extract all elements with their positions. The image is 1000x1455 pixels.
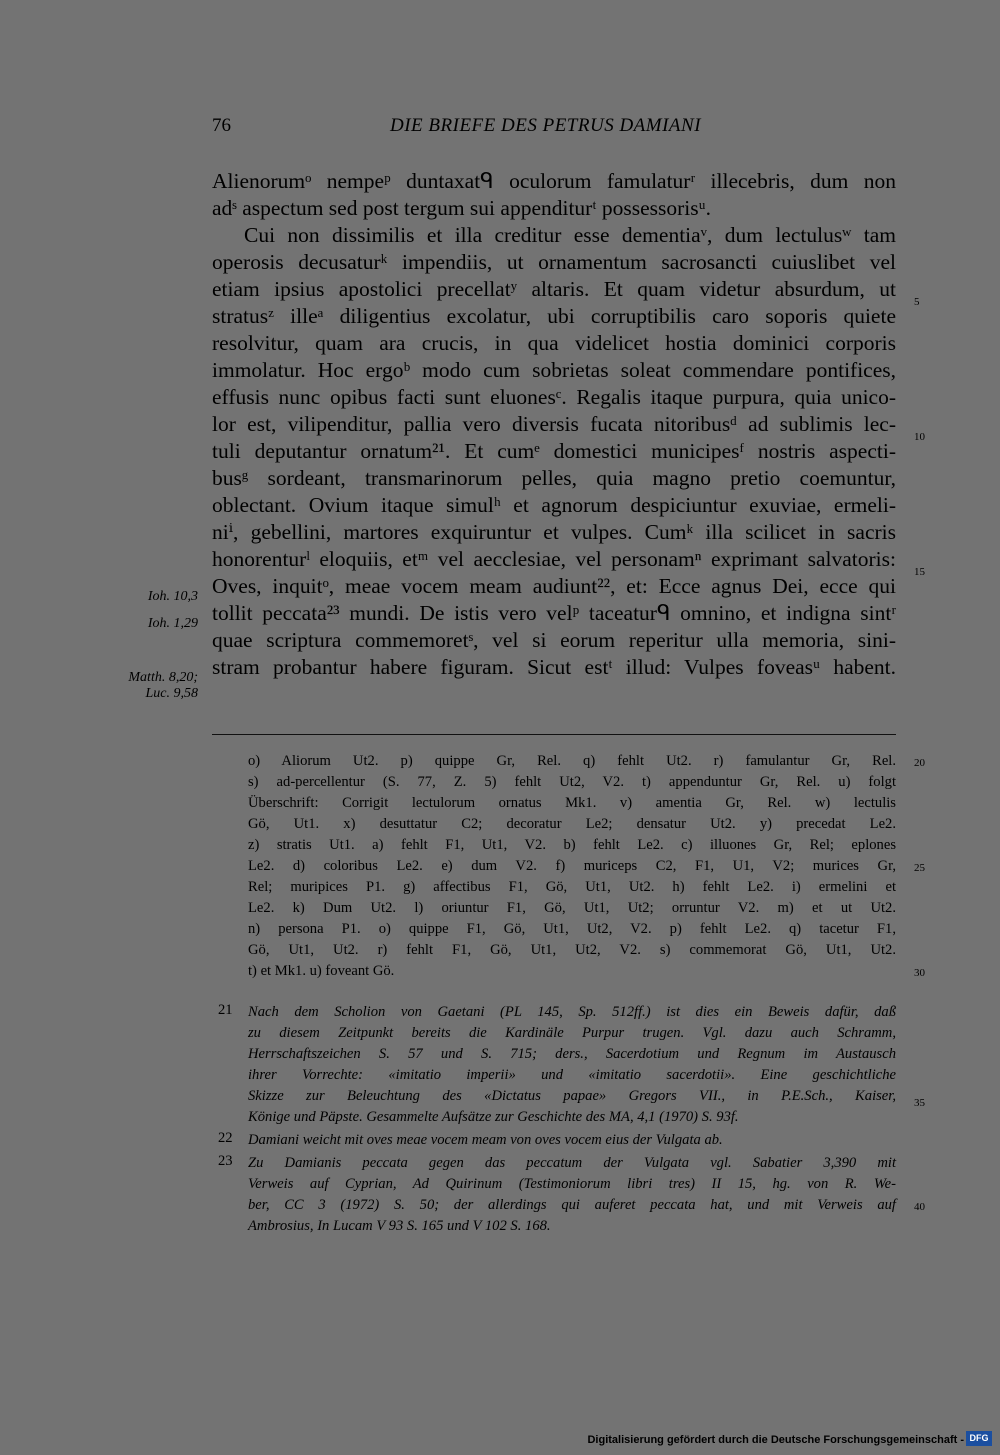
line-number: 5: [914, 296, 920, 308]
apparatus-line: z) stratis Ut1. a) fehlt F1, Ut1, V2. b) fehlt Le2. c) illuones Gr, Rel; eplones: [248, 837, 896, 853]
text-line: tollit peccata²³ mundi. De istis vero velᵖ taceaturᑫ omnino, et indigna sintʳ: [212, 601, 896, 625]
dfg-logo: DFG: [966, 1431, 992, 1446]
apparatus-line: Rel; muripices P1. g) affectibus F1, Gö, Ut1, Ut2. h) fehlt Le2. i) ermelini et: [248, 879, 896, 895]
margin-reference: Matth. 8,20;: [128, 670, 198, 685]
apparatus-line: s) ad-percellentur (S. 77, Z. 5) fehlt Ut2, V2. t) appenduntur Gr, Rel. u) folgt: [248, 774, 896, 790]
footnote-line: Nach dem Scholion von Gaetani (PL 145, Sp. 512ff.) ist dies ein Beweis dafür, daß: [248, 1004, 896, 1020]
apparatus-line: n) persona P1. o) quippe F1, Gö, Ut1, Ut2, V2. p) fehlt Le2. q) tacetur F1,: [248, 921, 896, 937]
footnote-line: Skizze zur Beleuchtung des «Dictatus papae» Gregors VII., in P.E.Sch., Kaiser,: [248, 1088, 896, 1104]
footnote-line: Damiani weicht mit oves meae vocem meam von oves vocem eius der Vulgata ab.: [248, 1132, 723, 1148]
line-number: 40: [914, 1201, 925, 1213]
footnote-line: Herrschaftszeichen S. 57 und S. 715; ders., Sacerdotium und Regnum im Austausch: [248, 1046, 896, 1062]
footnote-number: 23: [218, 1153, 233, 1169]
footnote-number: 21: [218, 1002, 233, 1018]
text-line: resolvitur, quam ara crucis, in qua videlicet hostia dominici corporis: [212, 331, 896, 355]
text-line: effusis nunc opibus facti sunt eluonesᶜ. Regalis itaque purpura, quia unico-: [212, 385, 896, 409]
footnote-line: Verweis auf Cyprian, Ad Quirinum (Testimoniorum libri tres) II 15, hg. von R. We-: [248, 1176, 896, 1192]
text-line: operosis decusaturᵏ impendiis, ut ornamentum sacrosancti cuiuslibet vel: [212, 250, 896, 274]
line-number: 25: [914, 862, 925, 874]
footnote-line: ihrer Vorrechte: «imitatio imperii» und «imitatio sacerdotii». Eine geschichtliche: [248, 1067, 896, 1083]
text-line: Cui non dissimilis et illa creditur esse dementiaᵛ, dum lectulusʷ tam: [244, 223, 896, 247]
line-number: 10: [914, 431, 925, 443]
margin-reference: Ioh. 10,3: [147, 589, 198, 604]
text-line: adˢ aspectum sed post tergum sui appenditurᵗ possessorisᵘ.: [212, 196, 712, 220]
text-line: etiam ipsius apostolici precellatʸ altaris. Et quam videtur absurdum, ut: [212, 277, 896, 301]
text-line: stratusᶻ illeᵃ diligentius excolatur, ubi corruptibilis caro soporis quiete: [212, 304, 896, 328]
text-line: Oves, inquitᵒ, meae vocem meam audiunt²², et: Ecce agnus Dei, ecce qui: [212, 574, 896, 598]
apparatus-line: Gö, Ut1. x) desuttatur C2; decoratur Le2; densatur Ut2. y) precedat Le2.: [248, 816, 896, 832]
footnote-line: Ambrosius, In Lucam V 93 S. 165 und V 102 S. 168.: [248, 1218, 551, 1234]
text-line: stram probantur habere figuram. Sicut estᵗ illud: Vulpes foveasᵘ habent.: [212, 655, 896, 679]
text-line: immolatur. Hoc ergoᵇ modo cum sobrietas soleat commendare pontifices,: [212, 358, 896, 382]
line-number: 20: [914, 757, 925, 769]
apparatus-line: Überschrift: Corrigit lectulorum ornatus Mk1. v) amentia Gr, Rel. w) lectulis: [248, 795, 896, 811]
footnote-line: Könige und Päpste. Gesammelte Aufsätze zur Geschichte des MA, 4,1 (1970) S. 93f.: [248, 1109, 739, 1125]
apparatus-line: Gö, Ut1, Ut2. r) fehlt F1, Gö, Ut1, Ut2, V2. s) commemorat Gö, Ut1, Ut2.: [248, 942, 896, 958]
footnote-number: 22: [218, 1130, 233, 1146]
digitization-credit: Digitalisierung gefördert durch die Deutsche Forschungsgemeinschaft -: [587, 1434, 964, 1446]
footnote-line: ber, CC 3 (1972) S. 50; der allerdings qui auferet peccata hat, und mit Verweis auf: [248, 1197, 896, 1213]
line-number: 15: [914, 566, 925, 578]
text-line: tuli deputantur ornatum²¹. Et cumᵉ domestici municipesᶠ nostris aspecti-: [212, 439, 896, 463]
apparatus-line: t) et Mk1. u) foveant Gö.: [248, 963, 395, 979]
margin-reference: Luc. 9,58: [145, 686, 198, 701]
text-line: quae scriptura commemoretˢ, vel si eorum reperitur ulla memoria, sini-: [212, 628, 896, 652]
text-line: lor est, vilipenditur, pallia vero diversis fucata nitoribusᵈ ad sublimis lec-: [212, 412, 896, 436]
text-line: Alienorumᵒ nempeᵖ duntaxatᑫ oculorum famulaturʳ illecebris, dum non: [212, 169, 896, 193]
footnote-line: Zu Damianis peccata gegen das peccatum der Vulgata vgl. Sabatier 3,390 mit: [248, 1155, 896, 1171]
line-number: 30: [914, 967, 925, 979]
apparatus-line: Le2. k) Dum Ut2. l) oriuntur F1, Gö, Ut1, Ut2; orruntur V2. m) et ut Ut2.: [248, 900, 896, 916]
text-line: niⁱ, gebellini, martores exquiruntur et vulpes. Cumᵏ illa scilicet in sacris: [212, 520, 896, 544]
footnote-line: zu diesem Zeitpunkt bereits die Kardinäle Purpur trugen. Vgl. dazu auch Schramm,: [248, 1025, 896, 1041]
apparatus-line: o) Aliorum Ut2. p) quippe Gr, Rel. q) fehlt Ut2. r) famulantur Gr, Rel.: [248, 753, 896, 769]
text-line: oblectant. Ovium itaque simulʰ et agnorum despiciuntur exuviae, ermeli-: [212, 493, 896, 517]
margin-reference: Ioh. 1,29: [147, 616, 198, 631]
apparatus-divider: [212, 734, 896, 735]
text-line: honorenturˡ eloquiis, etᵐ vel aecclesiae, vel personamⁿ exprimant salvatoris:: [212, 547, 896, 571]
apparatus-line: Le2. d) coloribus Le2. e) dum V2. f) muriceps C2, F1, U1, V2; murices Gr,: [248, 858, 896, 874]
text-line: busᵍ sordeant, transmarinorum pelles, quia magno pretio coemuntur,: [212, 466, 896, 490]
line-number: 35: [914, 1097, 925, 1109]
running-title: DIE BRIEFE DES PETRUS DAMIANI: [390, 115, 702, 136]
page-number: 76: [212, 115, 231, 136]
